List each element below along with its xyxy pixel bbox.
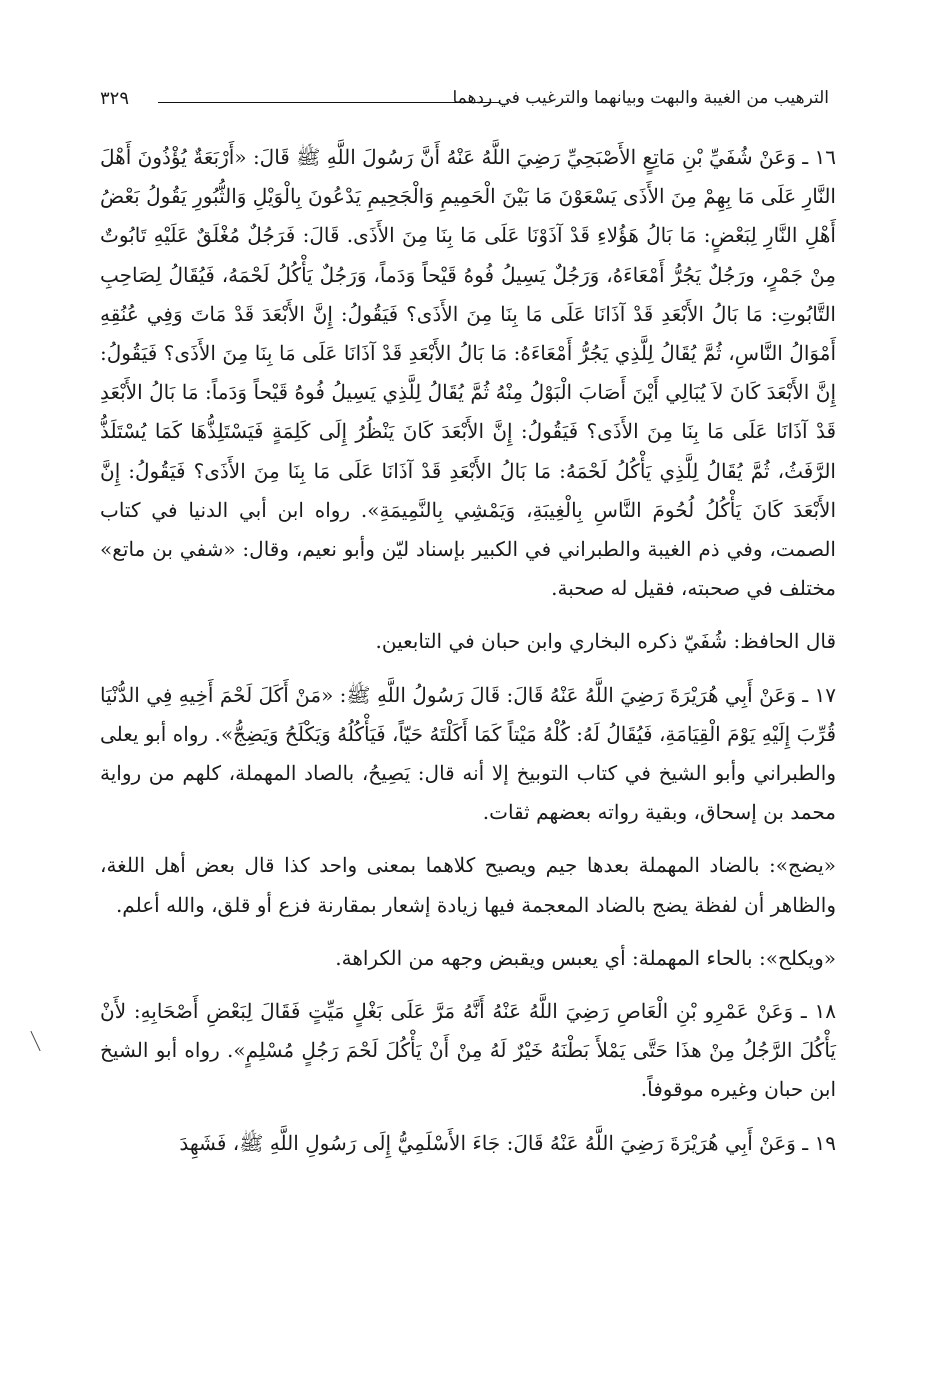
- header-rule: [158, 102, 499, 103]
- scan-mark: [30, 1031, 40, 1051]
- note-yaklah: «ويكلح»: بالحاء المهملة: أي يعبس ويقبض وجهه من الكراهة.: [335, 945, 836, 970]
- page-body: [100, 138, 836, 1163]
- hafiz-note: قال الحافظ: شُفَيّ ذكره البخاري وابن حبان في التابعين.: [375, 629, 836, 654]
- note-yadij: «يضج»: بالضاد المهملة بعدها جيم ويصيح كلاهما بمعنى واحد كذا قال بعض أهل اللغة، والظاهر أن لفظة يضج بالضاد المعجمة فيها زيادة إشعار بمقارنة فزع أو قلق، والله أعلم.: [100, 853, 836, 917]
- chapter-title: الترهيب من الغيبة والبهت وبيانهما والترغيب في ردهما: [452, 88, 829, 108]
- hadith-17: ١٧ ـ وَعَنْ أَبِي هُرَيْرَةَ رَضِيَ اللَّهُ عَنْهُ قَالَ: قَالَ رَسُولُ اللَّهِ ﷺ: «مَنْ أَكَلَ لَحْمَ أَخِيهِ فِي الدُّنْيَا قُرِّبَ إِلَيْهِ يَوْمَ الْقِيَامَةِ، فَيُقَالُ لَهُ: كُلْهُ مَيْتاً كَمَا أَكَلْتَهُ حَيّاً، فَيَأْكُلُهُ وَيَكْلَحُ وَيَضِجُّ». رواه أبو يعلى والطبراني وأبو الشيخ في كتاب التوبيخ إلا أنه قال: يَصِيحُ، بالصاد المهملة، كلهم من رواية محمد بن إسحاق، وبقية رواته بعضهم ثقات.: [100, 682, 836, 825]
- page-number: ٣٢٩: [100, 88, 130, 109]
- running-header: [100, 88, 829, 118]
- hadith-16: ١٦ ـ وَعَنْ شُفَيِّ بْنِ مَاتِعٍ الأَصْبَحِيِّ رَضِيَ اللَّهُ عَنْهُ أَنَّ رَسُولَ اللَّهِ ﷺ قَالَ: «أَرْبَعَةٌ يُؤْذُونَ أَهْلَ النَّارِ عَلَى مَا بِهِمْ مِنَ الأَذَى يَسْعَوْنَ مَا بَيْنَ الْحَمِيمِ وَالْجَحِيمِ يَدْعُونَ بِالْوَيْلِ وَالثُّبُورِ يَقُولُ بَعْضُ أَهْلِ النَّارِ لِبَعْضٍ: مَا بَالُ هَؤُلاءِ قَدْ آذَوْنَا عَلَى مَا بِنَا مِنَ الأَذَى. قَالَ: فَرَجُلٌ مُغْلَقٌ عَلَيْهِ تَابُوتٌ مِنْ جَمْرٍ، ورَجُلٌ يَجُرُّ أَمْعَاءَهُ، وَرَجُلٌ يَسِيلُ فُوهُ قَيْحاً وَدَماً، وَرَجُلٌ يَأْكُلُ لَحْمَهُ، فَيُقَالُ لِصَاحِبِ التَّابُوتِ: مَا بَالُ الأَبْعَدِ قَدْ آذَانَا عَلَى مَا بِنَا مِنَ الأَذَى؟ فَيَقُولُ: إِنَّ الأَبْعَدَ قَدْ مَاتَ وَفِي عُنُقِهِ أَمْوَالُ النَّاسِ، ثُمَّ يُقَالُ لِلَّذِي يَجُرُّ أَمْعَاءَهُ: مَا بَالُ الأَبْعَدِ قَدْ آذَانَا عَلَى مَا بِنَا مِنَ الأَذَى؟ فَيَقُولُ: إِنَّ الأَبْعَدَ كَانَ لاَ يُبَالِي أَيْنَ أَصَابَ الْبَوْلُ مِنْهُ ثُمَّ يُقَالُ لِلَّذِي يَسِيلُ فُوهُ قَيْحاً وَدَماً: مَا بَالُ الأَبْعَدِ قَدْ آذَانَا عَلَى مَا بِنَا مِنَ الأَذَى؟ فَيَقُولُ: إِنَّ الأَبْعَدَ كَانَ يَنْظُرُ إِلَى كَلِمَةٍ فَيَسْتَلِذُّهَا كَمَا يُسْتَلَذُّ الرَّفَثُ، ثُمَّ يُقَالُ لِلَّذِي يَأْكُلُ لَحْمَهُ: مَا بَالُ الأَبْعَدِ قَدْ آذَانَا عَلَى مَا بِنَا مِنَ الأَذَى؟ فَيَقُولُ: إِنَّ الأَبْعَدَ كَانَ يَأْكُلُ لُحُومَ النَّاسِ بِالْغِيبَةِ، وَيَمْشِي بِالنَّمِيمَةِ». رواه ابن أبي الدنيا في كتاب الصمت، وفي ذم الغيبة والطبراني في الكبير بإسناد ليّن وأبو نعيم، وقال: «شفي بن ماتع» مختلف في صحبته، فقيل له صحبة.: [100, 145, 836, 601]
- hadith-18: ١٨ ـ وَعَنْ عَمْرِو بْنِ الْعَاصِ رَضِيَ اللَّهُ عَنْهُ أَنَّهُ مَرَّ عَلَى بَغْلٍ مَيِّتٍ فَقَالَ لِبَعْضِ أَصْحَابِهِ: لأَنْ يَأْكُلَ الرَّجُلُ مِنْ هذَا حَتَّى يَمْلأَ بَطْنَهُ خَيْرٌ لَهُ مِنْ أَنْ يَأْكُلَ لَحْمَ رَجُلٍ مُسْلِمٍ». رواه أبو الشيخ ابن حبان وغيره موقوفاً.: [100, 999, 836, 1102]
- hadith-19: ١٩ ـ وَعَنْ أَبِي هُرَيْرَةَ رَضِيَ اللَّهُ عَنْهُ قَالَ: جَاءَ الأَسْلَمِيُّ إِلَى رَسُولِ اللَّهِ ﷺ، فَشَهِدَ: [179, 1130, 836, 1155]
